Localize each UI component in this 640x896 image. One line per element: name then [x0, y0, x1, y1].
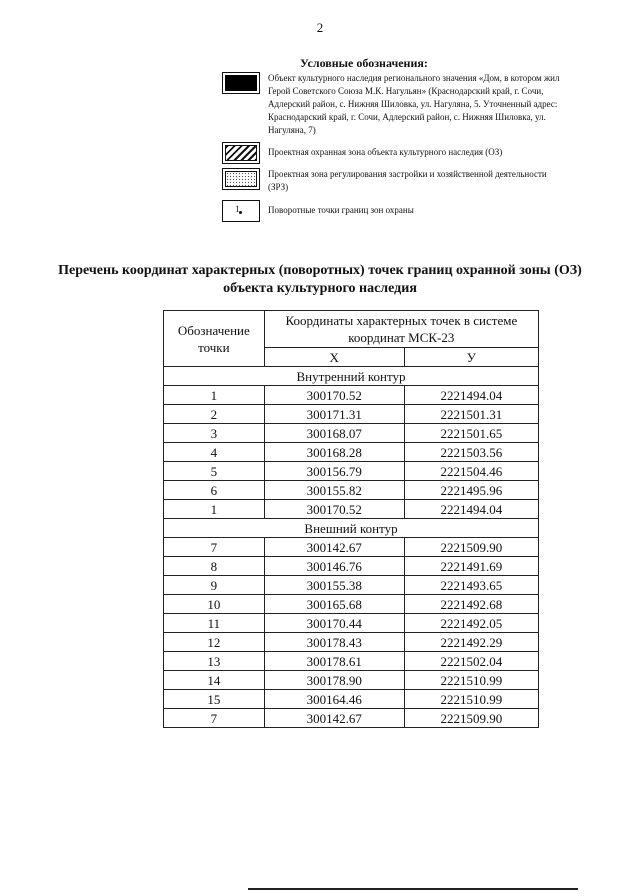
y-coordinate-cell: 2221494.04	[404, 500, 538, 519]
point-id-cell: 3	[164, 424, 265, 443]
table-row	[164, 633, 539, 652]
x-coordinate-cell: 300142.67	[264, 538, 404, 557]
point-id-cell: 14	[164, 671, 265, 690]
point-id-cell: 2	[164, 405, 265, 424]
x-coordinate-cell: 300170.52	[264, 500, 404, 519]
dotted-square-icon	[222, 168, 260, 190]
y-coordinate-cell: 2221491.69	[404, 557, 538, 576]
section-title: Внутренний контур	[164, 367, 539, 386]
x-coordinate-cell: 300170.52	[264, 386, 404, 405]
y-coordinate-cell: 2221494.04	[404, 386, 538, 405]
legend-item-heritage-object	[222, 72, 568, 137]
table-row	[164, 538, 539, 557]
table-row	[164, 709, 539, 728]
y-coordinate-cell: 2221495.96	[404, 481, 538, 500]
y-coordinate-cell: 2221510.99	[404, 671, 538, 690]
table-row	[164, 500, 539, 519]
point-marker-symbol: 1	[235, 204, 240, 214]
x-coordinate-cell: 300178.90	[264, 671, 404, 690]
table-row	[164, 671, 539, 690]
y-coordinate-cell: 2221501.65	[404, 424, 538, 443]
point-id-cell: 15	[164, 690, 265, 709]
table-row	[164, 424, 539, 443]
legend-item-text: Объект культурного наследия регионального значения «Дом, в котором жил Герой Советского Союза М.К. Нагульян» (Краснодарский край, г. Сочи, Адлерский район, с. Нижняя Шиловка, ул. Нагуляна, 5. Уточненный адрес: Краснодарский край, г. Сочи, Адлерский район, с. Нижняя Шиловка, ул. Нагуляна, 7)	[268, 73, 560, 135]
section-row	[164, 367, 539, 386]
point-column-header: Обозначение точки	[164, 311, 265, 367]
page-number: 2	[316, 20, 324, 35]
table-row	[164, 614, 539, 633]
document-heading: Перечень координат характерных (поворотных) точек границ охранной зоны (ОЗ) объекта культурного наследия	[58, 263, 582, 296]
y-coordinate-cell: 2221504.46	[404, 462, 538, 481]
table-row	[164, 405, 539, 424]
point-id-cell: 13	[164, 652, 265, 671]
legend-item-turning-points	[222, 200, 568, 222]
point-id-cell: 7	[164, 538, 265, 557]
y-coordinate-cell: 2221509.90	[404, 538, 538, 557]
table-row	[164, 557, 539, 576]
table-row	[164, 652, 539, 671]
black-square-icon	[222, 72, 260, 94]
section-row	[164, 519, 539, 538]
table-row	[164, 386, 539, 405]
point-id-cell: 10	[164, 595, 265, 614]
y-coordinate-cell: 2221509.90	[404, 709, 538, 728]
table-row	[164, 576, 539, 595]
legend-item-protection-zone	[222, 142, 568, 164]
section-title: Внешний контур	[164, 519, 539, 538]
hatched-square-icon	[222, 142, 260, 164]
legend-item-text: Поворотные точки границ зон охраны	[268, 205, 414, 215]
x-column-header: X	[264, 348, 404, 367]
point-id-cell: 12	[164, 633, 265, 652]
point-id-cell: 11	[164, 614, 265, 633]
x-coordinate-cell: 300178.43	[264, 633, 404, 652]
y-coordinate-cell: 2221492.68	[404, 595, 538, 614]
y-coordinate-cell: 2221503.56	[404, 443, 538, 462]
footer-divider	[248, 888, 578, 890]
coordinates-table	[163, 310, 539, 728]
coordinates-column-header: Координаты характерных точек в системе координат МСК-23	[264, 311, 538, 348]
y-coordinate-cell: 2221501.31	[404, 405, 538, 424]
point-id-cell: 7	[164, 709, 265, 728]
x-coordinate-cell: 300156.79	[264, 462, 404, 481]
y-column-header: У	[404, 348, 538, 367]
x-coordinate-cell: 300142.67	[264, 709, 404, 728]
y-coordinate-cell: 2221510.99	[404, 690, 538, 709]
x-coordinate-cell: 300168.07	[264, 424, 404, 443]
table-row	[164, 443, 539, 462]
table-body	[164, 367, 539, 728]
x-coordinate-cell: 300155.38	[264, 576, 404, 595]
point-id-cell: 5	[164, 462, 265, 481]
legend-title: Условные обозначения:	[300, 56, 428, 70]
x-coordinate-cell: 300165.68	[264, 595, 404, 614]
x-coordinate-cell: 300155.82	[264, 481, 404, 500]
point-id-cell: 1	[164, 500, 265, 519]
x-coordinate-cell: 300171.31	[264, 405, 404, 424]
x-coordinate-cell: 300146.76	[264, 557, 404, 576]
y-coordinate-cell: 2221502.04	[404, 652, 538, 671]
legend-item-regulation-zone	[222, 168, 568, 194]
legend-item-text: Проектная охранная зона объекта культурного наследия (ОЗ)	[268, 147, 503, 157]
legend-item-text: Проектная зона регулирования застройки и хозяйственной деятельности (ЗРЗ)	[268, 169, 547, 192]
point-id-cell: 6	[164, 481, 265, 500]
y-coordinate-cell: 2221492.05	[404, 614, 538, 633]
point-id-cell: 9	[164, 576, 265, 595]
table-row	[164, 481, 539, 500]
x-coordinate-cell: 300164.46	[264, 690, 404, 709]
x-coordinate-cell: 300168.28	[264, 443, 404, 462]
table-row	[164, 462, 539, 481]
point-id-cell: 8	[164, 557, 265, 576]
y-coordinate-cell: 2221493.65	[404, 576, 538, 595]
x-coordinate-cell: 300178.61	[264, 652, 404, 671]
table-row	[164, 690, 539, 709]
x-coordinate-cell: 300170.44	[264, 614, 404, 633]
y-coordinate-cell: 2221492.29	[404, 633, 538, 652]
table-row	[164, 595, 539, 614]
point-id-cell: 4	[164, 443, 265, 462]
point-marker-icon	[222, 200, 260, 222]
point-id-cell: 1	[164, 386, 265, 405]
